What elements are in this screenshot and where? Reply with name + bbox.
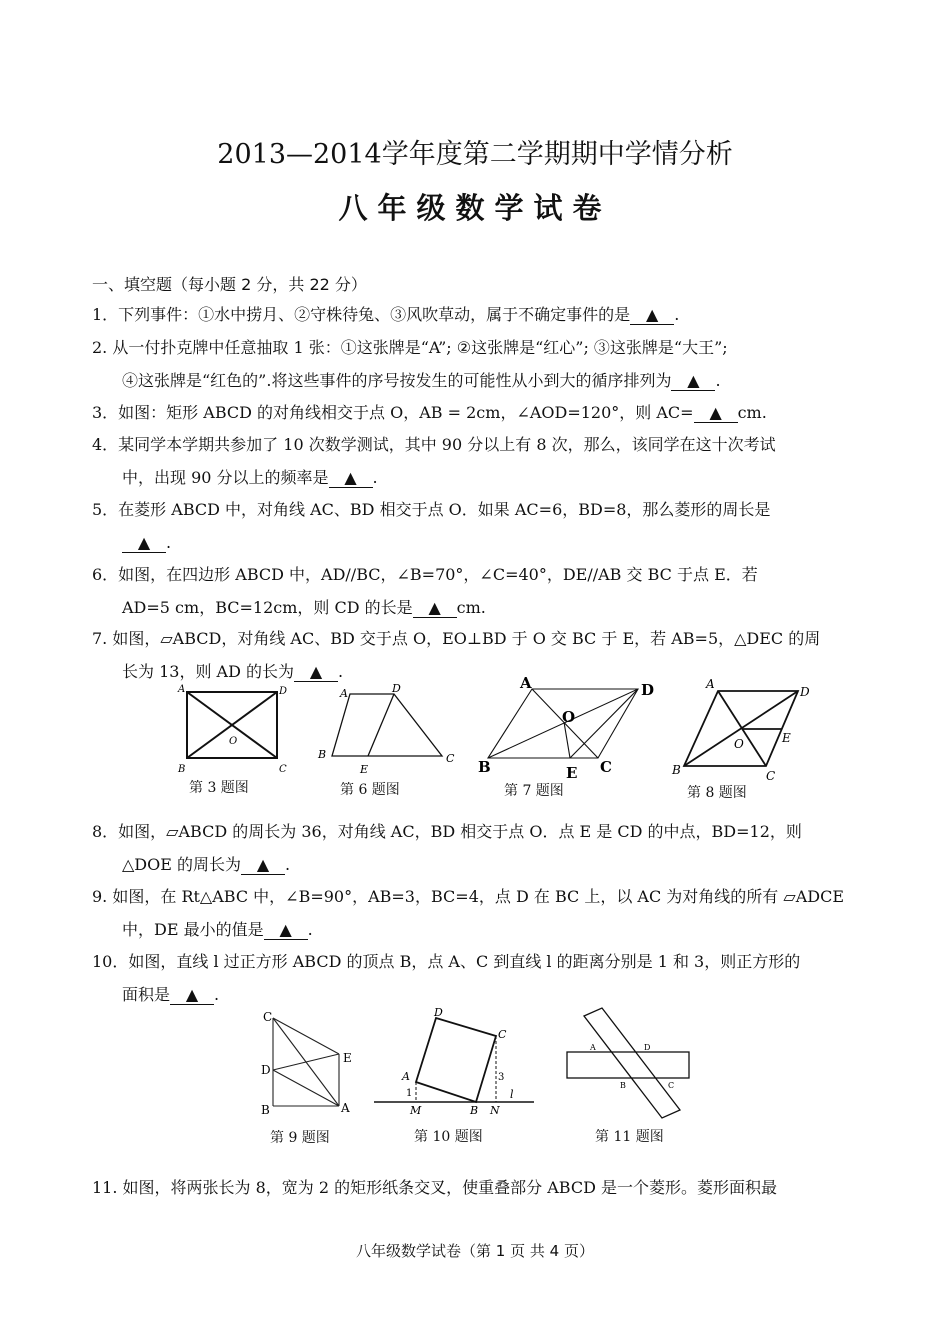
answer-blank: ▲ <box>170 986 214 1005</box>
figure-6-trapezoid <box>312 682 462 777</box>
point-label: A <box>178 684 186 695</box>
question-text: 10．如图，直线 l 过正方形 ABCD 的顶点 B，点 A、C 到直线 l 的距离分别是 1 和 3，则正方形的 <box>92 952 801 971</box>
figure-10-square-on-line <box>372 1000 540 1122</box>
answer-blank: ▲ <box>630 306 674 325</box>
figure-caption: 第 10 题图 <box>414 1129 483 1145</box>
point-label: A <box>520 674 532 692</box>
answer-blank: ▲ <box>294 663 338 682</box>
question-text: 9. 如图，在 Rt△ABC 中，∠B=90°，AB=3，BC=4，点 D 在 BC 上，以 AC 为对角线的所有 ▱ADCE <box>92 887 845 906</box>
point-label: N <box>490 1104 500 1117</box>
figure-caption: 第 8 题图 <box>687 785 747 801</box>
point-label: A <box>341 1101 350 1115</box>
point-label: A <box>340 687 348 700</box>
answer-blank: ▲ <box>122 534 166 553</box>
question-11 <box>92 1171 872 1204</box>
exam-title: 2013—2014学年度第二学期期中学情分析 <box>217 139 733 170</box>
page-footer: 八年级数学试卷（第 1 页 共 4 页） <box>356 1242 594 1260</box>
point-label: B <box>261 1103 270 1117</box>
point-label: A <box>590 1043 596 1052</box>
point-label: 1 <box>406 1088 413 1099</box>
answer-blank: ▲ <box>694 404 738 423</box>
point-label: D <box>644 1043 651 1052</box>
question-5: 5．在菱形 ABCD 中，对角线 AC、BD 相交于点 O．如果 AC=6，BD=8，那么菱形的周长是 ▲ . <box>92 500 771 552</box>
question-2: 2. 从一付扑克牌中任意抽取 1 张：①这张牌是“A”; ②这张牌是“红心”; ③这张牌是“大王”; ④这张牌是“红色的”.将这些事件的序号按发生的可能性从小到大的循序排列为 ▲ . <box>92 338 728 390</box>
point-label: A <box>706 677 715 691</box>
point-label: B <box>318 748 327 761</box>
question-text: 11. 如图，将两张长为 8，宽为 2 的矩形纸条交叉，使重叠部分 ABCD 是一个菱形。菱形面积最 <box>92 1178 778 1197</box>
question-text: △DOE 的周长为 <box>122 855 242 874</box>
answer-blank: ▲ <box>264 921 308 940</box>
point-label: D <box>392 682 401 695</box>
question-6: 6．如图，在四边形 ABCD 中，AD//BC，∠B=70°，∠C=40°，DE//AB 交 BC 于点 E．若 AD=5 cm，BC=12cm，则 CD 的长是 ▲ cm. <box>92 565 758 617</box>
answer-blank: ▲ <box>329 469 373 488</box>
point-label: O <box>229 736 238 747</box>
point-label: E <box>360 763 369 776</box>
answer-blank: ▲ <box>671 372 715 391</box>
point-label: O <box>734 737 744 751</box>
point-label: C <box>263 1010 273 1024</box>
figure-11-crossed-strips <box>562 1004 694 1126</box>
point-label: C <box>498 1028 507 1041</box>
point-label: O <box>562 708 576 726</box>
figure-7-parallelogram <box>470 674 665 784</box>
question-text: 长为 13，则 AD 的长为 <box>122 662 295 681</box>
question-text: 8．如图，▱ABCD 的周长为 36，对角线 AC，BD 相交于点 O．点 E 是 CD 的中点，BD=12，则 <box>92 822 802 841</box>
section-heading: 一、填空题（每小题 2 分，共 22 分） <box>92 275 367 294</box>
point-label: E <box>782 731 791 745</box>
point-label: C <box>668 1081 675 1090</box>
point-label: C <box>446 752 455 765</box>
point-label: E <box>343 1051 352 1065</box>
point-label: B <box>470 1104 479 1117</box>
exam-subtitle: 八年级数学试卷 <box>338 191 612 225</box>
point-label: C <box>600 758 612 776</box>
figure-caption: 第 9 题图 <box>270 1130 330 1146</box>
point-label: 3 <box>498 1072 505 1083</box>
point-label: B <box>178 764 186 775</box>
question-10: 10．如图，直线 l 过正方形 ABCD 的顶点 B，点 A、C 到直线 l 的距离分别是 1 和 3，则正方形的 面积是 ▲ . <box>92 952 801 1004</box>
question-4: 4．某同学本学期共参加了 10 次数学测试，其中 90 分以上有 8 次，那么，该同学在这十次考试 中，出现 90 分以上的频率是 ▲ . <box>92 435 776 487</box>
question-text: 2. 从一付扑克牌中任意抽取 1 张：①这张牌是“A”; ②这张牌是“红心”; ③这张牌是“大王”; <box>92 338 728 357</box>
point-label: B <box>672 763 681 777</box>
question-text: 6．如图，在四边形 ABCD 中，AD//BC，∠B=70°，∠C=40°，DE//AB 交 BC 于点 E．若 <box>92 565 758 584</box>
figure-caption: 第 11 题图 <box>595 1129 664 1145</box>
question-8: 8．如图，▱ABCD 的周长为 36，对角线 AC，BD 相交于点 O．点 E 是 CD 的中点，BD=12，则 △DOE 的周长为 ▲ . <box>92 822 802 874</box>
figure-caption: 第 6 题图 <box>340 782 400 798</box>
question-text: 7. 如图，▱ABCD，对角线 AC、BD 交于点 O，EO⊥BD 于 O 交 BC 于 E，若 AB=5，△DEC 的周 <box>92 629 821 648</box>
point-label: D <box>279 686 288 697</box>
question-text: 中，DE 最小的值是 <box>122 920 264 939</box>
question-text: 1．下列事件：①水中捞月、②守株待兔、③风吹草动，属于不确定事件的是 <box>92 305 631 324</box>
question-7: 7. 如图，▱ABCD，对角线 AC、BD 交于点 O，EO⊥BD 于 O 交 BC 于 E，若 AB=5，△DEC 的周 长为 13，则 AD 的长为 ▲ . <box>92 629 821 681</box>
answer-blank: ▲ <box>413 599 457 618</box>
point-label: D <box>434 1006 443 1019</box>
question-text: AD=5 cm，BC=12cm，则 CD 的长是 <box>122 598 413 617</box>
question-text: ④这张牌是“红色的”.将这些事件的序号按发生的可能性从小到大的循序排列为 <box>122 371 672 390</box>
point-label: C <box>279 764 287 775</box>
point-label: A <box>402 1070 410 1083</box>
question-9: 9. 如图，在 Rt△ABC 中，∠B=90°，AB=3，BC=4，点 D 在 BC 上，以 AC 为对角线的所有 ▱ADCE 中，DE 最小的值是 ▲ . <box>92 887 845 939</box>
figure-3-rectangle <box>175 682 290 777</box>
point-label: D <box>261 1063 271 1077</box>
question-text: 3．如图：矩形 ABCD 的对角线相交于点 O，AB = 2cm，∠AOD=120°，则 AC= <box>92 403 694 422</box>
question-text: 面积是 <box>122 985 171 1004</box>
question-text: 4．某同学本学期共参加了 10 次数学测试，其中 90 分以上有 8 次，那么，该同学在这十次考试 <box>92 435 776 454</box>
figure-8-parallelogram <box>670 676 820 784</box>
figure-caption: 第 7 题图 <box>504 783 564 799</box>
point-label: M <box>410 1104 422 1117</box>
point-label: D <box>800 685 810 699</box>
question-3: 3．如图：矩形 ABCD 的对角线相交于点 O，AB = 2cm，∠AOD=120°，则 AC= ▲ cm. <box>92 403 767 422</box>
point-label: l <box>510 1088 514 1101</box>
question-text: 中，出现 90 分以上的频率是 <box>122 468 329 487</box>
point-label: C <box>766 769 776 783</box>
point-label: B <box>620 1081 626 1090</box>
question-1: 1．下列事件：①水中捞月、②守株待兔、③风吹草动，属于不确定事件的是 ▲ . <box>92 305 680 324</box>
figure-caption: 第 3 题图 <box>189 780 249 796</box>
figure-9-triangle <box>255 1006 365 1124</box>
answer-blank: ▲ <box>241 856 285 875</box>
point-label: B <box>478 758 491 776</box>
point-label: D <box>641 681 655 699</box>
question-text: 5．在菱形 ABCD 中，对角线 AC、BD 相交于点 O．如果 AC=6，BD=8，那么菱形的周长是 <box>92 500 771 519</box>
point-label: E <box>566 764 578 782</box>
